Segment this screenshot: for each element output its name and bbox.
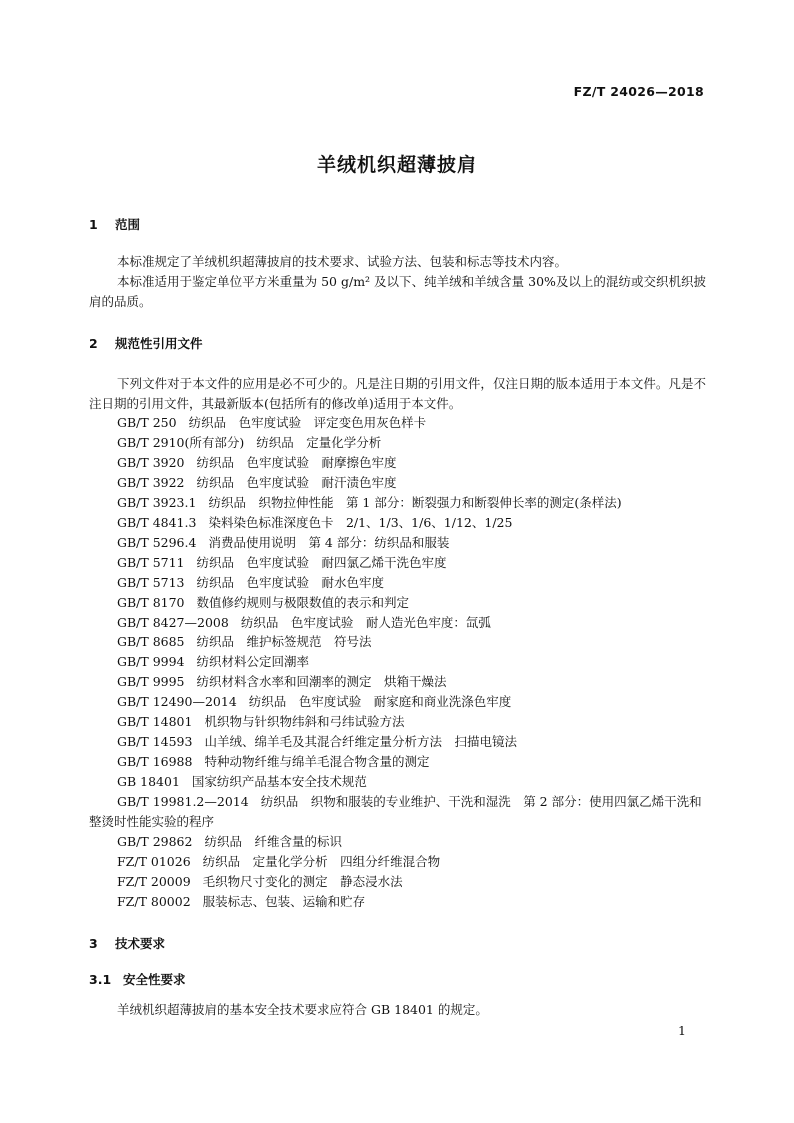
section-title: 范围 <box>115 217 141 232</box>
reference-title: 纺织品 色牢度试验 耐人造光色牢度：氙弧 <box>240 614 491 630</box>
paragraph: 下列文件对于本文件的应用是必不可少的。凡是注日期的引用文件，仅注日期的版本适用于本文件。凡是不注日期的引用文件，其最新版本(包括所有的修改单)适用于本文件。 <box>89 376 706 411</box>
reference-item <box>89 593 706 613</box>
reference-code: GB/T 5713 <box>117 574 185 590</box>
reference-item <box>89 433 706 453</box>
reference-code: GB/T 8170 <box>117 594 185 610</box>
reference-item <box>89 513 706 533</box>
reference-code: GB 18401 <box>117 774 180 790</box>
reference-title: 纺织品 色牢度试验 耐汗渍色牢度 <box>196 474 397 490</box>
reference-title: 消费品使用说明 第 4 部分：纺织品和服装 <box>208 534 450 550</box>
reference-item <box>89 792 706 832</box>
reference-code: FZ/T 20009 <box>117 873 191 889</box>
reference-title: 纺织材料含水率和回潮率的测定 烘箱干燥法 <box>196 674 447 690</box>
reference-title: 服装标志、包装、运输和贮存 <box>202 893 366 909</box>
reference-code: GB/T 4841.3 <box>117 514 197 530</box>
reference-code: GB/T 3922 <box>117 474 185 490</box>
section-number: 1 <box>89 217 98 232</box>
reference-code: GB/T 14593 <box>117 734 193 750</box>
reference-title: 国家纺织产品基本安全技术规范 <box>191 774 367 790</box>
reference-title: 机织物与针织物纬斜和弓纬试验方法 <box>204 714 405 730</box>
reference-item <box>89 852 706 872</box>
section-1-heading <box>89 215 140 233</box>
standard-code: FZ/T 24026—2018 <box>573 84 704 99</box>
reference-item <box>89 553 706 573</box>
reference-code: GB/T 16988 <box>117 754 193 770</box>
reference-title: 纺织品 织物拉伸性能 第 1 部分：断裂强力和断裂伸长率的测定(条样法) <box>208 494 622 510</box>
reference-title: 纺织品 纤维含量的标识 <box>204 834 342 850</box>
paragraph: 羊绒机织超薄披肩的基本安全技术要求应符合 GB 18401 的规定。 <box>117 1002 488 1017</box>
reference-title: 纺织品 维护标签规范 符号法 <box>196 634 372 650</box>
reference-title: 纺织品 定量化学分析 <box>256 434 382 450</box>
reference-item <box>89 533 706 553</box>
reference-code: FZ/T 80002 <box>117 893 191 909</box>
reference-code: GB/T 14801 <box>117 714 193 730</box>
document-title: 羊绒机织超薄披肩 <box>316 154 477 176</box>
reference-title: 特种动物纤维与绵羊毛混合物含量的测定 <box>204 754 430 770</box>
reference-item <box>89 832 706 852</box>
reference-item <box>89 453 706 473</box>
reference-code: GB/T 3923.1 <box>117 494 197 510</box>
reference-item <box>89 613 706 633</box>
paragraph: 本标准适用于鉴定单位平方米重量为 50 g/m² 及以下、纯羊绒和羊绒含量 30%及以上的混纺或交织机织披肩的品质。 <box>89 274 706 309</box>
section-number: 3.1 <box>89 972 112 987</box>
reference-item <box>89 632 706 652</box>
reference-item <box>89 892 706 912</box>
reference-title: 纺织品 色牢度试验 评定变色用灰色样卡 <box>188 415 427 430</box>
reference-code: GB/T 5711 <box>117 554 185 570</box>
reference-item <box>89 772 706 792</box>
reference-item <box>89 413 706 433</box>
reference-title: 纺织品 定量化学分析 四组分纤维混合物 <box>202 853 441 869</box>
reference-title: 纺织材料公定回潮率 <box>196 654 310 670</box>
reference-item <box>89 493 706 513</box>
section-number: 2 <box>89 336 98 351</box>
reference-item <box>89 712 706 732</box>
section-title: 规范性引用文件 <box>115 336 203 351</box>
reference-code: FZ/T 01026 <box>117 853 191 869</box>
reference-code: GB/T 8427—2008 <box>117 614 229 630</box>
page-number: 1 <box>678 1023 686 1038</box>
reference-code: GB/T 19981.2—2014 <box>117 794 249 810</box>
reference-item <box>89 872 706 892</box>
reference-item <box>89 752 706 772</box>
normative-references-list <box>89 413 706 912</box>
reference-item <box>89 732 706 752</box>
reference-title: 纺织品 色牢度试验 耐水色牢度 <box>196 574 385 590</box>
section-3-1-heading <box>89 970 186 988</box>
section-2-heading <box>89 334 203 352</box>
reference-code: GB/T 8685 <box>117 634 185 650</box>
reference-code: GB/T 3920 <box>117 454 185 470</box>
reference-title: 毛织物尺寸变化的测定 静态浸水法 <box>202 873 403 889</box>
reference-title: 纺织品 织物和服装的专业维护、干洗和湿洗 第 2 部分：使用四氯乙烯干洗和整烫时性能实验的程序 <box>89 794 702 830</box>
section-title: 安全性要求 <box>123 972 186 987</box>
reference-item <box>89 692 706 712</box>
reference-code: GB/T 29862 <box>117 834 193 850</box>
reference-title: 山羊绒、绵羊毛及其混合纤维定量分析方法 扫描电镜法 <box>204 734 517 750</box>
paragraph: 本标准规定了羊绒机织超薄披肩的技术要求、试验方法、包装和标志等技术内容。 <box>117 254 568 269</box>
section-title: 技术要求 <box>115 936 166 951</box>
reference-title: 纺织品 色牢度试验 耐摩擦色牢度 <box>196 454 397 470</box>
reference-code: GB/T 5296.4 <box>117 534 197 550</box>
section-3-heading <box>89 934 165 952</box>
reference-title: 纺织品 色牢度试验 耐家庭和商业洗涤色牢度 <box>248 694 512 710</box>
section-number: 3 <box>89 936 98 951</box>
reference-item <box>89 473 706 493</box>
reference-code: GB/T 250 <box>117 415 177 430</box>
reference-title: 染料染色标准深度色卡 2/1、1/3、1/6、1/12、1/25 <box>208 514 513 530</box>
reference-code: GB/T 2910(所有部分) <box>117 434 245 450</box>
reference-item <box>89 573 706 593</box>
reference-code: GB/T 9994 <box>117 654 185 670</box>
reference-title: 纺织品 色牢度试验 耐四氯乙烯干洗色牢度 <box>196 554 447 570</box>
reference-item <box>89 672 706 692</box>
reference-code: GB/T 9995 <box>117 674 185 690</box>
reference-item <box>89 652 706 672</box>
reference-title: 数值修约规则与极限数值的表示和判定 <box>196 594 410 610</box>
reference-code: GB/T 12490—2014 <box>117 694 237 710</box>
